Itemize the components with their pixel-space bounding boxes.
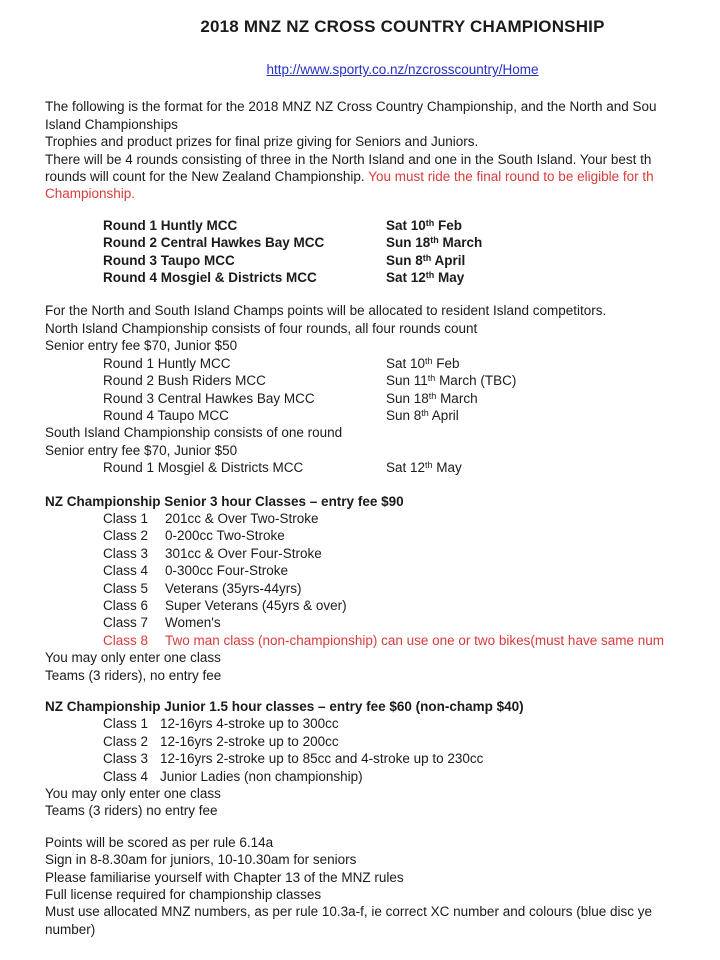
intro-paragraph bbox=[45, 98, 720, 202]
class-label: Class 6 bbox=[103, 597, 149, 613]
class-row bbox=[45, 768, 720, 785]
round-row bbox=[45, 407, 720, 424]
round-date: Sat 10th Feb bbox=[386, 217, 463, 233]
class-label: Class 3 bbox=[103, 751, 149, 767]
text-line: North Island Championship consists of four rounds, all four rounds count bbox=[45, 320, 478, 336]
class-label: Class 1 bbox=[103, 716, 149, 732]
class-row bbox=[45, 715, 720, 732]
text-line: number) bbox=[45, 921, 96, 937]
class-desc: 12-16yrs 2-stroke up to 200cc bbox=[160, 733, 339, 749]
class-desc: Junior Ladies (non championship) bbox=[160, 768, 363, 784]
round-name: Round 1 Mosgiel & Districts MCC bbox=[103, 460, 304, 476]
class-label: Class 4 bbox=[103, 563, 149, 579]
link-line bbox=[45, 61, 720, 78]
class-desc: 201cc & Over Two-Stroke bbox=[165, 510, 319, 526]
round-row bbox=[45, 217, 720, 234]
text-line: For the North and South Island Champs points will be allocated to resident Island competitors. bbox=[45, 303, 607, 319]
round-name: Round 1 Huntly MCC bbox=[103, 217, 238, 233]
class-label: Class 2 bbox=[103, 528, 149, 544]
class-label: Class 3 bbox=[103, 545, 149, 561]
text-line: South Island Championship consists of one round bbox=[45, 425, 343, 441]
round-date: Sat 12th May bbox=[386, 460, 462, 476]
senior-classes-section bbox=[45, 493, 720, 684]
class-row bbox=[45, 597, 720, 614]
text-line: Island Championships bbox=[45, 116, 178, 132]
class-desc: 12-16yrs 4-stroke up to 300cc bbox=[160, 716, 339, 732]
class-label: Class 1 bbox=[103, 510, 149, 526]
text-segment: rounds will count for the New Zealand Championship. bbox=[45, 169, 369, 185]
class-row bbox=[45, 545, 720, 562]
sporty-home-link[interactable]: http://www.sporty.co.nz/nzcrosscountry/Home bbox=[266, 62, 539, 77]
round-row bbox=[45, 355, 720, 372]
text-line: Must use allocated MNZ numbers, as per rule 10.3a-f, ie correct XC number and colours (blue disc ye bbox=[45, 904, 653, 920]
text-line: Senior entry fee $70, Junior $50 bbox=[45, 442, 238, 458]
text-line bbox=[45, 168, 720, 185]
class-row bbox=[45, 614, 720, 631]
round-name: Round 1 Huntly MCC bbox=[103, 355, 231, 371]
class-desc: Two man class (non-championship) can use one or two bikes(must have same num bbox=[165, 632, 664, 648]
round-name: Round 3 Taupo MCC bbox=[103, 252, 235, 268]
class-desc: 301cc & Over Four-Stroke bbox=[165, 545, 322, 561]
round-date: Sun 8th April bbox=[386, 407, 459, 423]
round-date: Sun 8th April bbox=[386, 252, 466, 268]
warning-text: Championship. bbox=[45, 186, 136, 202]
class-label: Class 7 bbox=[103, 615, 149, 631]
class-row bbox=[45, 562, 720, 579]
text-line: There will be 4 rounds consisting of three in the North Island and one in the South Island. Your best th bbox=[45, 151, 652, 167]
text-line: Full license required for championship classes bbox=[45, 887, 322, 903]
page-title: 2018 MNZ NZ CROSS COUNTRY CHAMPIONSHIP bbox=[200, 17, 605, 36]
class-label: Class 5 bbox=[103, 580, 149, 596]
championship-rounds-list bbox=[45, 217, 720, 287]
junior-heading: NZ Championship Junior 1.5 hour classes – entry fee $60 (non-champ $40) bbox=[45, 699, 524, 714]
class-row bbox=[45, 733, 720, 750]
class-row-non-championship bbox=[45, 632, 720, 649]
round-row bbox=[45, 459, 720, 476]
junior-classes-section bbox=[45, 698, 720, 820]
text-line: Please familiarise yourself with Chapter 13 of the MNZ rules bbox=[45, 869, 404, 885]
text-line: Sign in 8-8.30am for juniors, 10-10.30am for seniors bbox=[45, 852, 357, 868]
round-row bbox=[45, 234, 720, 251]
class-row bbox=[45, 750, 720, 767]
round-name: Round 2 Central Hawkes Bay MCC bbox=[103, 235, 325, 251]
round-date: Sun 18th March bbox=[386, 390, 478, 406]
class-label: Class 8 bbox=[103, 632, 149, 648]
round-date: Sat 10th Feb bbox=[386, 355, 460, 371]
round-date: Sun 11th March (TBC) bbox=[386, 373, 517, 389]
text-line: The following is the format for the 2018 MNZ NZ Cross Country Championship, and the North and Sou bbox=[45, 99, 657, 115]
round-date: Sat 12th May bbox=[386, 270, 465, 286]
text-line: Trophies and product prizes for final prize giving for Seniors and Juniors. bbox=[45, 134, 479, 150]
round-row bbox=[45, 372, 720, 389]
round-row bbox=[45, 252, 720, 269]
class-label: Class 4 bbox=[103, 768, 149, 784]
class-row bbox=[45, 580, 720, 597]
round-row bbox=[45, 269, 720, 286]
class-row bbox=[45, 527, 720, 544]
round-name: Round 2 Bush Riders MCC bbox=[103, 373, 266, 389]
round-row bbox=[45, 390, 720, 407]
text-line: You may only enter one class bbox=[45, 650, 221, 666]
class-desc: Veterans (35yrs-44yrs) bbox=[165, 580, 302, 596]
text-line: Teams (3 riders) no entry fee bbox=[45, 803, 218, 819]
round-name: Round 4 Mosgiel & Districts MCC bbox=[103, 270, 317, 286]
class-label: Class 2 bbox=[103, 733, 149, 749]
class-desc: 0-200cc Two-Stroke bbox=[165, 528, 285, 544]
text-line: You may only enter one class bbox=[45, 786, 221, 802]
round-date: Sun 18th March bbox=[386, 235, 483, 251]
class-desc: Super Veterans (45yrs & over) bbox=[165, 597, 347, 613]
class-row bbox=[45, 510, 720, 527]
class-desc: Women's bbox=[165, 615, 221, 631]
class-desc: 0-300cc Four-Stroke bbox=[165, 563, 289, 579]
senior-heading: NZ Championship Senior 3 hour Classes – entry fee $90 bbox=[45, 493, 404, 509]
text-line: Teams (3 riders), no entry fee bbox=[45, 667, 222, 683]
text-line: Points will be scored as per rule 6.14a bbox=[45, 834, 274, 850]
round-name: Round 4 Taupo MCC bbox=[103, 407, 229, 423]
warning-text: You must ride the final round to be eligible for th bbox=[368, 169, 654, 185]
island-championships-section bbox=[45, 302, 720, 476]
text-line: Senior entry fee $70, Junior $50 bbox=[45, 338, 238, 354]
class-desc: 12-16yrs 2-stroke up to 85cc and 4-stroke up to 230cc bbox=[160, 751, 484, 767]
round-name: Round 3 Central Hawkes Bay MCC bbox=[103, 390, 315, 406]
rules-notes-section bbox=[45, 834, 720, 938]
